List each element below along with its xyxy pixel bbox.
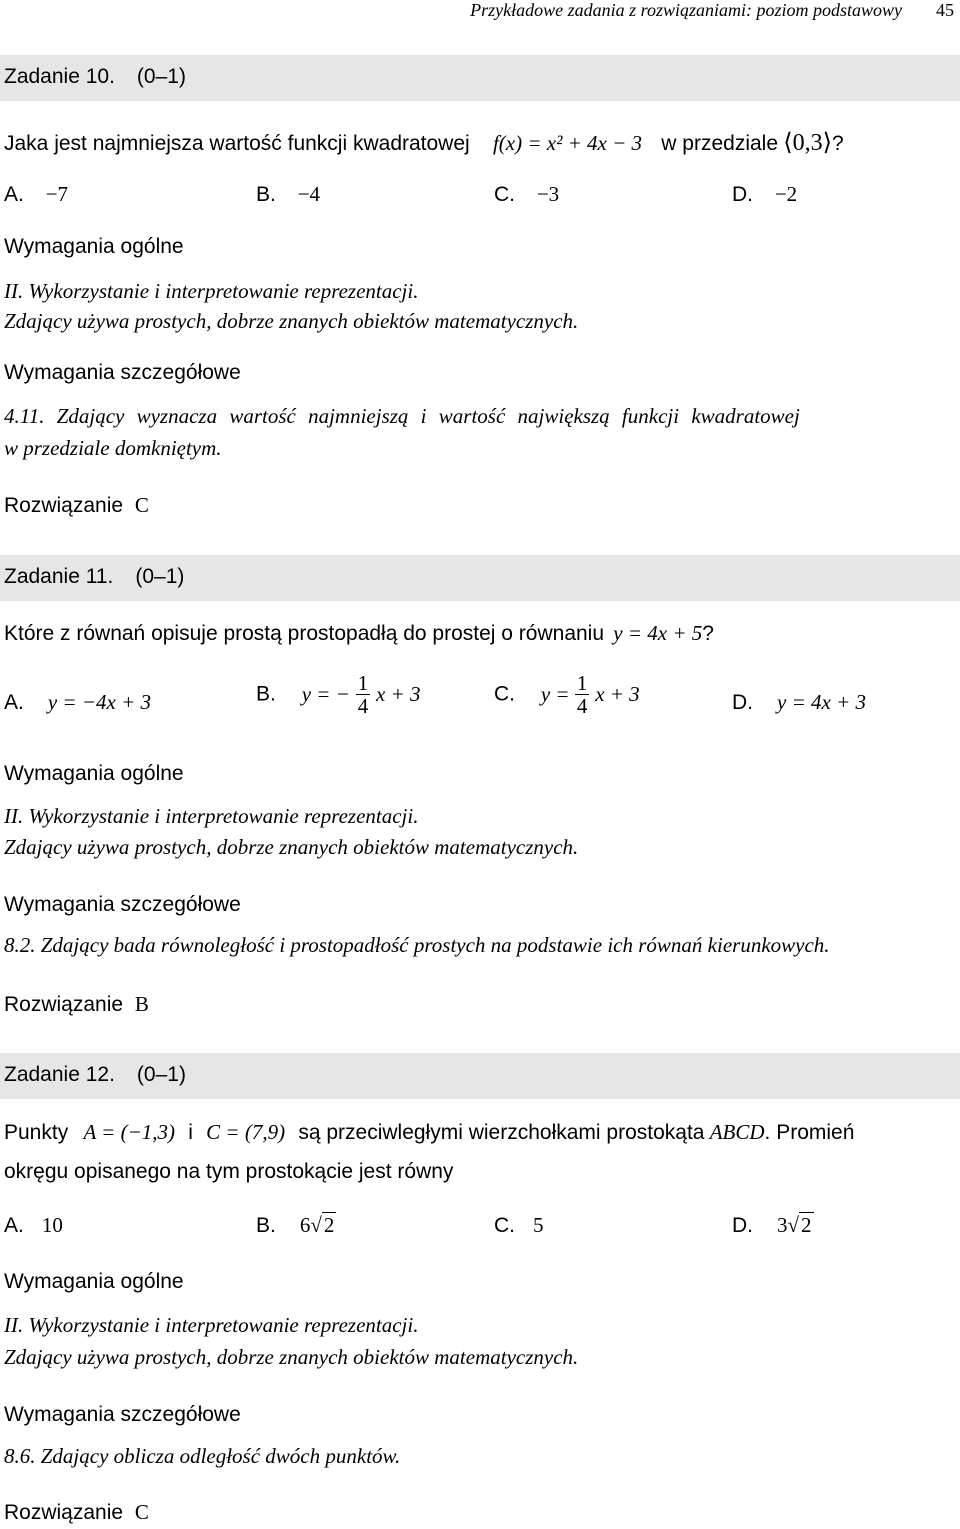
task12-point-a: A = (−1,3): [83, 1120, 175, 1144]
task10-solution: [4, 493, 149, 518]
task10-option-b: B. −4: [256, 182, 321, 206]
task10-question-end: ?: [832, 132, 844, 155]
header-title: Przykładowe zadania z rozwiązaniami: poziom podstawowy: [470, 0, 902, 20]
task12-title: [4, 1063, 186, 1087]
task11-option-c: C. y = $\frac{1}{4}$ x + 3: [494, 671, 640, 719]
task11-option-b: B. y = − $\frac{1}{4}$ x + 3: [256, 671, 421, 719]
task12-option-b: B. 6√2: [256, 1213, 335, 1237]
task10-question-mid: w przedziale: [661, 132, 779, 155]
task10-general-line2: Zdający używa prostych, dobrze znanych obiektów matematycznych.: [4, 309, 579, 333]
task10-band: [0, 55, 960, 101]
task12-point-c: C = (7,9): [206, 1120, 286, 1144]
task10-points: (0–1): [136, 65, 186, 88]
task12-q-punkty: Punkty: [4, 1121, 69, 1144]
page-header: [470, 0, 954, 21]
task10-label: Zadanie 10.: [4, 65, 115, 88]
task12-q-rest2: . Promień: [764, 1121, 855, 1144]
task12-solution-value: C: [134, 1500, 149, 1524]
task12-q-i: i: [188, 1121, 193, 1144]
task12-question-line1: [4, 1120, 956, 1145]
task10-general-line1: II. Wykorzystanie i interpretowanie reprezentacji.: [4, 279, 419, 303]
task12-general-line2: Zdający używa prostych, dobrze znanych obiektów matematycznych.: [4, 1345, 579, 1369]
page-number: 45: [936, 0, 954, 20]
task11-solution-value: B: [134, 992, 149, 1016]
task11-solution-label: Rozwiązanie: [4, 993, 124, 1016]
task11-label: Zadanie 11.: [4, 565, 114, 588]
task10-detail-line1: 4.11. Zdający wyznacza wartość najmniejszą i wartość największą funkcji kwadratowej: [4, 404, 800, 428]
task12-option-a: A. 10: [4, 1213, 63, 1237]
task10-question: [4, 128, 844, 157]
task10-formula: f(x) = x² + 4x − 3: [492, 131, 643, 155]
task10-solution-label: Rozwiązanie: [4, 494, 124, 517]
task10-solution-value: C: [134, 493, 149, 517]
task11-points: (0–1): [135, 565, 185, 588]
task10-title: [4, 65, 186, 89]
task12-points: (0–1): [136, 1063, 186, 1086]
task11-detail-heading: Wymagania szczegółowe: [4, 893, 241, 916]
task11-band: [0, 555, 960, 601]
task12-option-c: C. 5: [494, 1213, 544, 1237]
task10-interval: ⟨0,3⟩: [783, 130, 833, 156]
task11-option-d: D. y = 4x + 3: [732, 690, 866, 714]
task11-title: [4, 565, 184, 589]
task11-question-end: ?: [702, 622, 714, 645]
task10-question-text: Jaka jest najmniejsza wartość funkcji kwadratowej: [4, 132, 470, 155]
task12-band: [0, 1053, 960, 1099]
task12-question-line2: okręgu opisanego na tym prostokącie jest równy: [4, 1160, 454, 1183]
task12-solution: [4, 1500, 149, 1525]
task11-general-line2: Zdający używa prostych, dobrze znanych obiektów matematycznych.: [4, 835, 579, 859]
task11-option-a: A. y = −4x + 3: [4, 690, 151, 714]
task11-question: [4, 621, 714, 646]
task12-solution-label: Rozwiązanie: [4, 1501, 124, 1524]
task11-general-heading: Wymagania ogólne: [4, 762, 184, 785]
task12-option-d: D. 3√2: [732, 1213, 812, 1237]
task12-detail-line1: 8.6. Zdający oblicza odległość dwóch punktów.: [4, 1444, 401, 1468]
task11-question-text: Które z równań opisuje prostą prostopadłą do prostej o równaniu: [4, 622, 605, 645]
task11-question-formula: y = 4x + 5: [613, 621, 703, 645]
task11-general-line1: II. Wykorzystanie i interpretowanie reprezentacji.: [4, 804, 419, 828]
task11-detail-line1: 8.2. Zdający bada równoległość i prostopadłość prostych na podstawie ich równań kierunkowych.: [4, 933, 830, 957]
task12-label: Zadanie 12.: [4, 1063, 115, 1086]
task11-solution: [4, 992, 149, 1017]
task12-general-line1: II. Wykorzystanie i interpretowanie reprezentacji.: [4, 1313, 419, 1337]
task12-q-rest: są przeciwległymi wierzchołkami prostokąta: [298, 1121, 705, 1144]
task10-option-d: D. −2: [732, 182, 798, 206]
task10-option-a: A. −7: [4, 182, 69, 206]
task10-detail-heading: Wymagania szczegółowe: [4, 361, 241, 384]
task10-detail-line2: w przedziale domkniętym.: [4, 436, 222, 460]
task10-general-heading: Wymagania ogólne: [4, 235, 184, 258]
task10-option-c: C. −3: [494, 182, 560, 206]
task12-general-heading: Wymagania ogólne: [4, 1270, 184, 1293]
task12-detail-heading: Wymagania szczegółowe: [4, 1403, 241, 1426]
task12-q-abcd: ABCD: [709, 1120, 765, 1144]
